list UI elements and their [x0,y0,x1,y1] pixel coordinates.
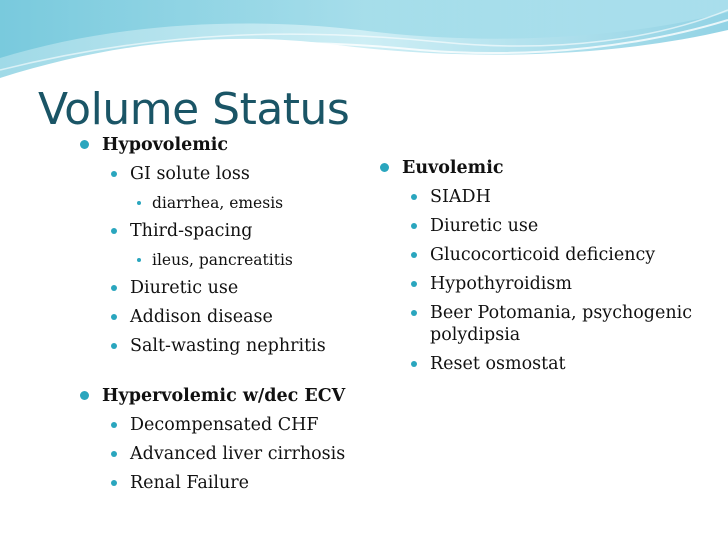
list-item [408,244,708,266]
bullet-icon [111,314,117,320]
bullet-icon [80,391,89,400]
item-text: Diuretic use [130,278,239,298]
list-item [108,306,368,328]
list-item [408,353,708,375]
bullet-icon [137,201,141,205]
item-text: Reset osmostat [430,354,566,374]
bullet-icon [411,310,417,316]
bullet-icon [111,451,117,457]
bullet-icon [411,281,417,287]
heading-hypovolemic: Hypovolemic [102,135,229,155]
list-item [108,277,368,299]
bullet-icon [111,285,117,291]
item-text: Third-spacing [130,221,253,241]
item-text: Addison disease [130,307,273,327]
bullet-icon [111,422,117,428]
bullet-icon [380,163,389,172]
sub-item-text: diarrhea, emesis [152,194,284,212]
item-text: Decompensated CHF [130,415,319,435]
heading-euvolemic: Euvolemic [402,158,504,178]
list-item-heading [78,134,368,156]
sub-list-item [134,250,368,270]
left-column-list [78,134,368,494]
bullet-icon [411,252,417,258]
item-text: Beer Potomania, psychogenic polydipsia [430,303,693,345]
list-item-heading [78,385,368,407]
bullet-icon [411,361,417,367]
sub-list-item [134,193,368,213]
list-item [108,472,368,494]
list-item [408,273,708,295]
item-text: Hypothyroidism [430,274,572,294]
list-item [408,215,708,237]
item-text: Advanced liver cirrhosis [130,444,346,464]
item-text: GI solute loss [130,164,250,184]
item-text: Renal Failure [130,473,249,493]
item-text: Salt-wasting nephritis [130,336,326,356]
bullet-icon [80,140,89,149]
slide-title: Volume Status [38,84,350,135]
item-text: Diuretic use [430,216,539,236]
item-text: Glucocorticoid deficiency [430,245,656,265]
bullet-icon [111,343,117,349]
bullet-icon [411,194,417,200]
bullet-icon [411,223,417,229]
list-item [108,443,368,465]
heading-hypervolemic: Hypervolemic w/dec ECV [102,386,346,406]
list-item [108,414,368,436]
list-item [408,302,708,346]
list-item-heading [378,157,708,179]
list-item [108,335,368,357]
list-item [108,163,368,185]
bullet-icon [111,228,117,234]
sub-item-text: ileus, pancreatitis [152,251,293,269]
bullet-icon [111,480,117,486]
right-column-list [378,157,708,375]
list-item [108,220,368,242]
header-wave-decoration [0,0,728,80]
bullet-icon [111,171,117,177]
list-item [408,186,708,208]
bullet-icon [137,258,141,262]
item-text: SIADH [430,187,491,207]
